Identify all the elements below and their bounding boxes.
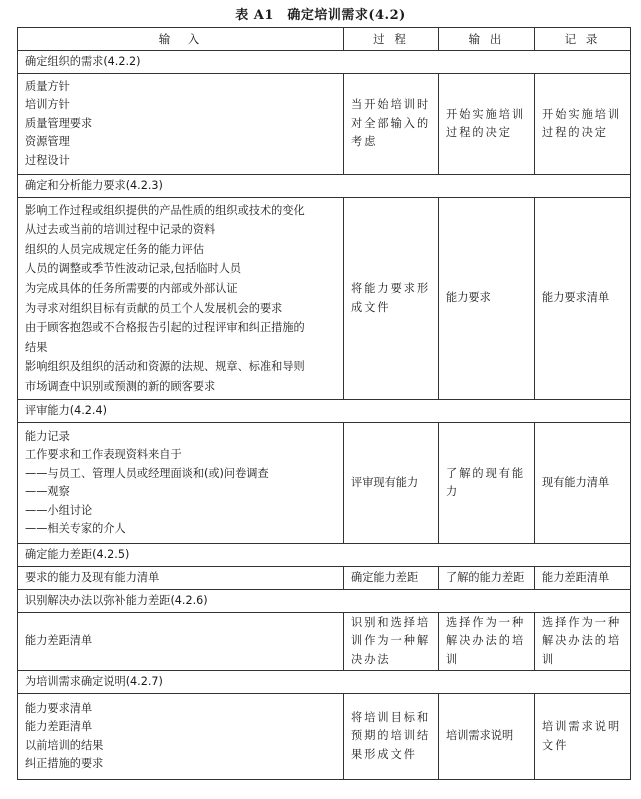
section-heading-row [18, 590, 631, 613]
output-cell: 了解的能力差距 [439, 567, 535, 590]
table-row [18, 74, 631, 175]
input-cell: 影响工作过程或组织提供的产品性质的组织或技术的变化 从过去或当前的培训过程中记录的资料 组织的人员完成规定任务的能力评估 人员的调整或季节性波动记录,包括临时人员 为完成具体的任务所需要的内部或外部认证 为寻求对组织目标有贡献的员工个人发展机会的要求 由于顾客抱怨或不合格报告引起的过程评审和纠正措施的 结果 影响组织及组织的活动和资源的法规、规章、标准和导则 市场调查中识别或预测的新的顾客要求 [18, 198, 344, 400]
header-output: 输 出 [439, 28, 535, 51]
input-cell: 要求的能力及现有能力清单 [18, 567, 344, 590]
record-cell: 现有能力清单 [535, 423, 631, 544]
input-cell: 能力差距清单 [18, 613, 344, 671]
section-heading-row [18, 400, 631, 423]
process-cell: 识别和选择培训作为一种解决办法 [344, 613, 439, 671]
output-cell: 选择作为一种解决办法的培训 [439, 613, 535, 671]
table-row [18, 423, 631, 544]
table-row [18, 198, 631, 400]
record-cell: 开始实施培训过程的决定 [535, 74, 631, 175]
header-record: 记 录 [535, 28, 631, 51]
header-input: 输 入 [18, 28, 344, 51]
process-cell: 当开始培训时对全部输入的考虑 [344, 74, 439, 175]
training-needs-table [17, 27, 631, 780]
output-cell: 能力要求 [439, 198, 535, 400]
section-heading-row [18, 671, 631, 694]
record-cell: 能力要求清单 [535, 198, 631, 400]
header-row [18, 28, 631, 51]
input-cell: 能力要求清单 能力差距清单 以前培训的结果 纠正措施的要求 [18, 694, 344, 780]
table-row [18, 613, 631, 671]
table-row [18, 694, 631, 780]
process-cell: 将能力要求形成文件 [344, 198, 439, 400]
process-cell: 将培训目标和预期的培训结果形成文件 [344, 694, 439, 780]
section-heading-row [18, 544, 631, 567]
output-cell: 了解的现有能力 [439, 423, 535, 544]
record-cell: 选择作为一种解决办法的培训 [535, 613, 631, 671]
output-cell: 开始实施培训过程的决定 [439, 74, 535, 175]
table-row [18, 567, 631, 590]
record-cell: 培训需求说明文件 [535, 694, 631, 780]
section-heading-row [18, 175, 631, 198]
table-title: 表 A1 确定培训需求(4.2) [235, 8, 406, 23]
input-cell: 质量方针 培训方针 质量管理要求 资源管理 过程设计 [18, 74, 344, 175]
section-heading: 确定组织的需求(4.2.2) [18, 51, 631, 74]
output-cell: 培训需求说明 [439, 694, 535, 780]
section-heading: 识别解决办法以弥补能力差距(4.2.6) [18, 590, 631, 613]
process-cell: 确定能力差距 [344, 567, 439, 590]
process-cell: 评审现有能力 [344, 423, 439, 544]
section-heading: 确定能力差距(4.2.5) [18, 544, 631, 567]
section-heading: 确定和分析能力要求(4.2.3) [18, 175, 631, 198]
section-heading-row [18, 51, 631, 74]
record-cell: 能力差距清单 [535, 567, 631, 590]
input-cell: 能力记录 工作要求和工作表现资料来自于 ——与员工、管理人员或经理面谈和(或)问卷调查 ——观察 ——小组讨论 ——相关专家的介人 [18, 423, 344, 544]
section-heading: 评审能力(4.2.4) [18, 400, 631, 423]
section-heading: 为培训需求确定说明(4.2.7) [18, 671, 631, 694]
header-process: 过 程 [344, 28, 439, 51]
